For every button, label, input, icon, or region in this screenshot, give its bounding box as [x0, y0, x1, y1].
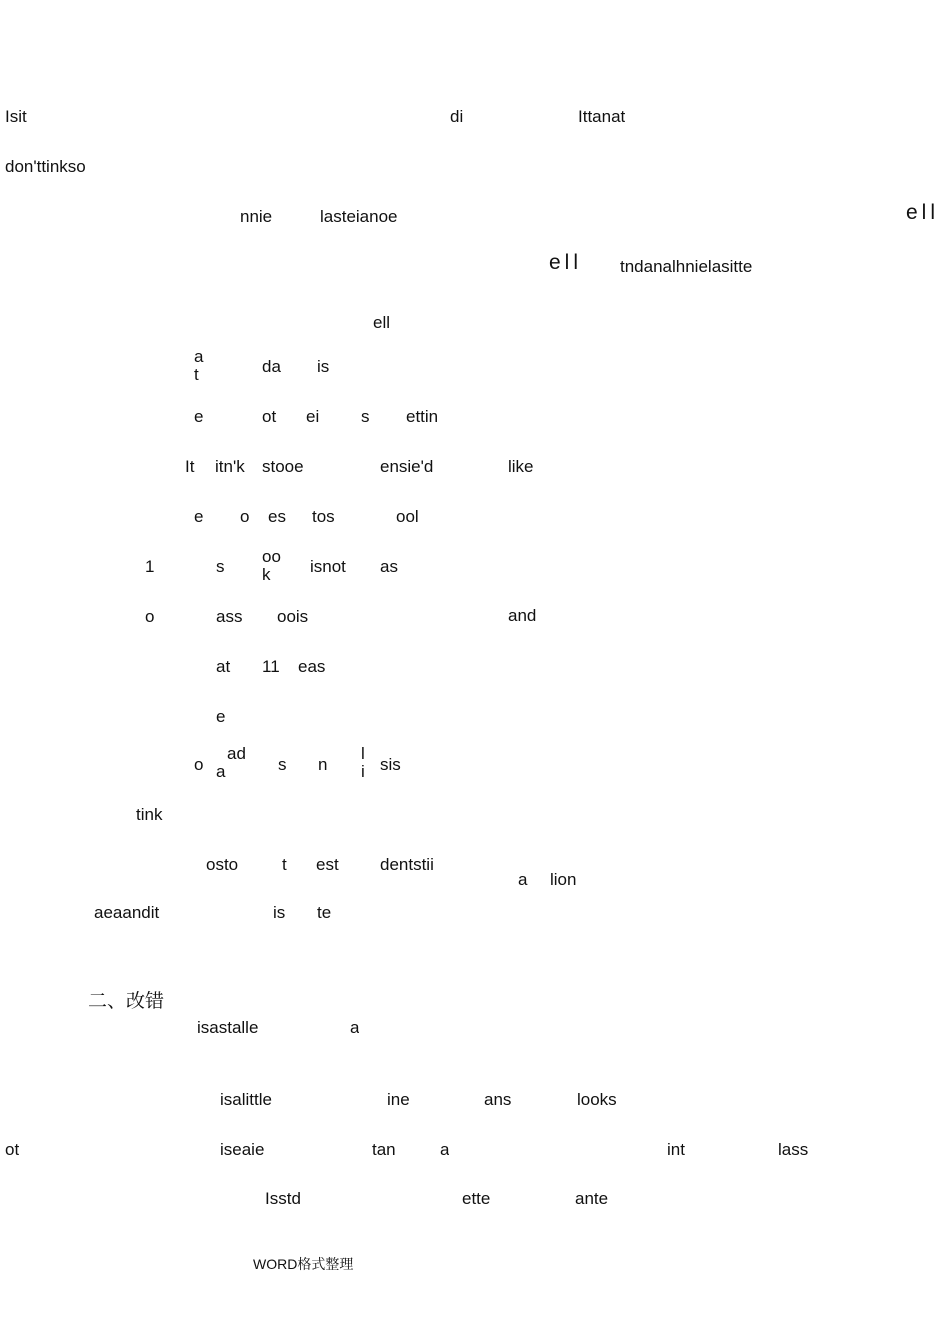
- word: looks: [577, 1091, 617, 1106]
- word: and: [508, 606, 537, 625]
- word: a: [518, 870, 528, 889]
- word: Isit: [5, 108, 27, 123]
- word: da: [262, 357, 281, 376]
- word: int: [667, 1141, 685, 1156]
- word: stooe: [262, 457, 304, 476]
- word: is: [317, 357, 330, 376]
- word: ot: [5, 1141, 20, 1156]
- word: ine: [387, 1091, 410, 1106]
- word: ell: [906, 201, 940, 224]
- word: ot: [262, 407, 277, 426]
- word: 11: [262, 657, 280, 676]
- word: lasteianoe: [320, 208, 398, 223]
- stacked-letters: [216, 745, 246, 781]
- word: o: [145, 607, 155, 626]
- word: te: [317, 903, 332, 922]
- word: i: [361, 761, 365, 781]
- word: s: [216, 557, 225, 576]
- word: It: [185, 457, 195, 476]
- word: sis: [380, 755, 401, 774]
- word: tan: [372, 1141, 396, 1156]
- word: Ittanat: [578, 108, 626, 123]
- word: ell: [373, 313, 391, 332]
- word: es: [268, 507, 286, 526]
- word: l: [361, 744, 365, 763]
- word: like: [508, 457, 534, 476]
- word: k: [262, 564, 271, 584]
- word: isastalle: [197, 1019, 259, 1034]
- word: lion: [550, 870, 577, 889]
- word: o: [240, 507, 250, 526]
- word: s: [278, 755, 287, 774]
- word: e: [216, 707, 226, 726]
- word: ad: [227, 744, 246, 763]
- word: oois: [277, 607, 309, 626]
- word: a: [350, 1019, 360, 1034]
- word: as: [380, 557, 398, 576]
- word: t: [194, 364, 199, 384]
- word: is: [273, 903, 286, 922]
- word: itn'k: [215, 457, 245, 476]
- word: est: [316, 855, 339, 874]
- word: ei: [306, 407, 320, 426]
- word: nnie: [240, 208, 273, 223]
- word: iseaie: [220, 1141, 265, 1156]
- word: ensie'd: [380, 457, 434, 476]
- word: lass: [778, 1141, 809, 1156]
- word: tos: [312, 507, 335, 526]
- word: t: [282, 855, 287, 874]
- footer-text: WORD格式整理: [253, 1256, 354, 1272]
- word: ette: [462, 1190, 491, 1205]
- word: osto: [206, 855, 239, 874]
- word: di: [450, 108, 464, 123]
- word: 1: [145, 557, 155, 576]
- word: tndanalhnielasitte: [620, 258, 753, 273]
- word: e: [194, 407, 204, 426]
- stacked-letters: [361, 745, 365, 781]
- stacked-letters: [194, 348, 203, 384]
- word: o: [194, 755, 204, 774]
- stacked-letters: [262, 548, 281, 584]
- word: isnot: [310, 557, 346, 576]
- word: aeaandit: [94, 903, 160, 922]
- word: a: [216, 761, 226, 781]
- word: a: [440, 1141, 450, 1156]
- word: ante: [575, 1190, 609, 1205]
- word: ettin: [406, 407, 439, 426]
- word: ans: [484, 1091, 512, 1106]
- word: isalittle: [220, 1091, 272, 1106]
- word: tink: [136, 805, 163, 824]
- word: ool: [396, 507, 419, 526]
- word: s: [361, 407, 370, 426]
- word: a: [194, 347, 204, 366]
- word: oo: [262, 547, 281, 566]
- word: don'ttinkso: [5, 158, 86, 173]
- section-heading: 二、改错: [88, 991, 165, 1012]
- word: e: [194, 507, 204, 526]
- word: eas: [298, 657, 326, 676]
- word: ass: [216, 607, 243, 626]
- word: Isstd: [265, 1190, 301, 1205]
- word: n: [318, 755, 328, 774]
- word: ell: [549, 251, 583, 274]
- word: at: [216, 657, 231, 676]
- word: dentstii: [380, 855, 434, 874]
